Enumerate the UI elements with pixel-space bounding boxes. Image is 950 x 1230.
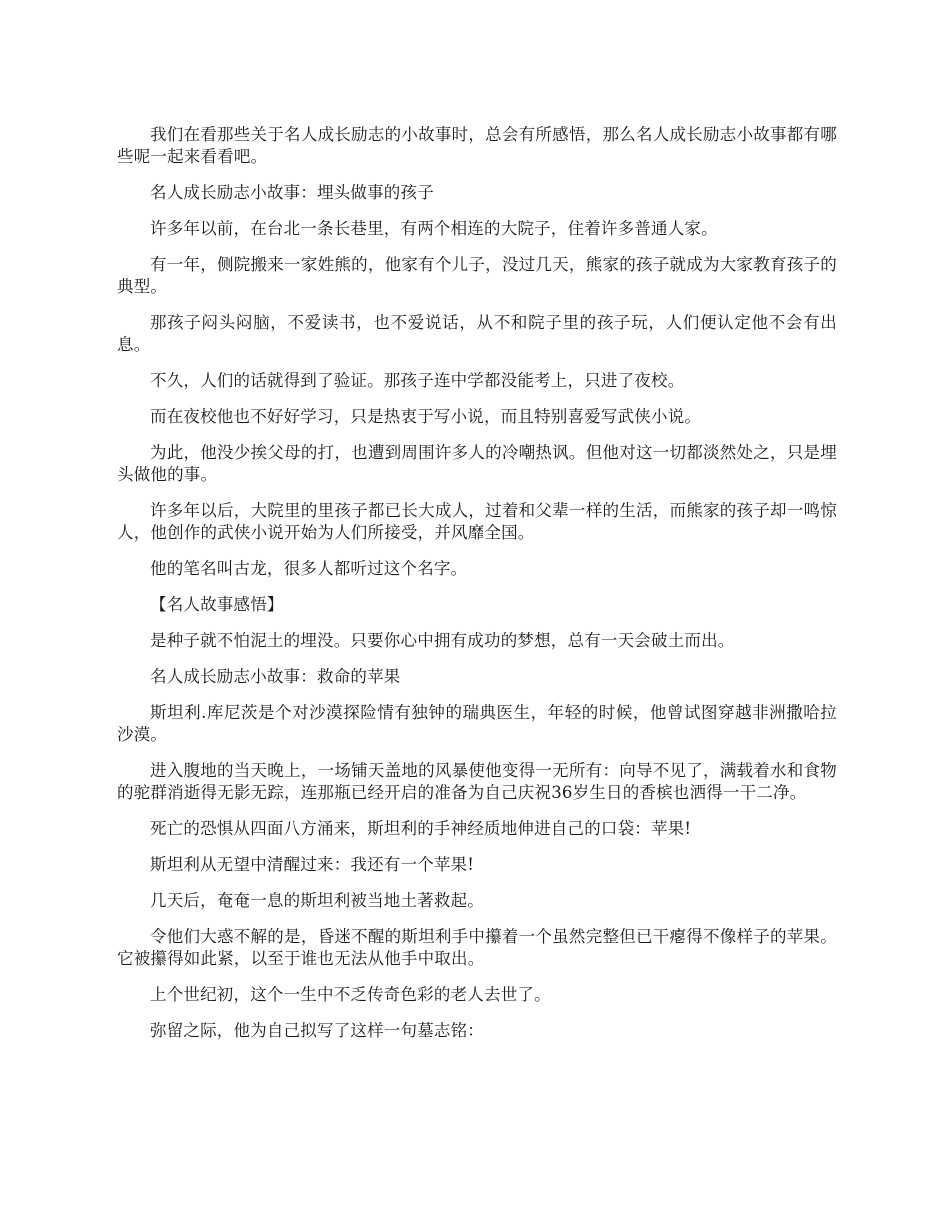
section-label: 【名人故事感悟】 (150, 595, 284, 614)
story-heading: 名人成长励志小故事：埋头做事的孩子 (150, 183, 434, 202)
body-paragraph: 上个世纪初，这个一生中不乏传奇色彩的老人去世了。 (150, 985, 551, 1004)
intro-paragraph: 我们在看那些关于名人成长励志的小故事时，总会有所感悟，那么名人成长励志小故事都有哪些呢一起来看看吧。 (117, 125, 837, 166)
body-paragraph: 而在夜校他也不好好学习，只是热衷于写小说，而且特别喜爱写武侠小说。 (150, 407, 702, 426)
body-paragraph: 那孩子闷头闷脑，不爱读书，也不爱说话，从不和院子里的孩子玩，人们便认定他不会有出息。 (117, 313, 837, 354)
body-paragraph: 为此，他没少挨父母的打，也遭到周围许多人的冷嘲热讽。但他对这一切都淡然处之，只是埋头做他的事。 (117, 443, 837, 484)
body-paragraph: 有一年，侧院搬来一家姓熊的，他家有个儿子，没过几天，熊家的孩子就成为大家教育孩子的典型。 (117, 255, 837, 296)
body-paragraph: 斯坦利从无望中清醒过来：我还有一个苹果! (150, 855, 475, 874)
body-paragraph: 斯坦利.库尼茨是个对沙漠探险情有独钟的瑞典医生，年轻的时候，他曾试图穿越非洲撒哈拉沙漠。 (117, 703, 837, 744)
document-body (117, 124, 837, 1056)
body-paragraph: 令他们大惑不解的是，昏迷不醒的斯坦利手中攥着一个虽然完整但已干瘪得不像样子的苹果。它被攥得如此紧，以至于谁也无法从他手中取出。 (117, 927, 837, 968)
body-paragraph: 他的笔名叫古龙，很多人都听过这个名字。 (150, 559, 468, 578)
body-paragraph: 是种子就不怕泥土的埋没。只要你心中拥有成功的梦想，总有一天会破土而出。 (150, 631, 735, 650)
story-heading: 名人成长励志小故事：救命的苹果 (150, 667, 401, 686)
body-paragraph: 进入腹地的当天晚上，一场铺天盖地的风暴使他变得一无所有：向导不见了，满载着水和食物的驼群消逝得无影无踪，连那瓶已经开启的准备为自己庆祝36岁生日的香槟也洒得一干二净。 (117, 761, 837, 802)
body-paragraph: 许多年以前，在台北一条长巷里，有两个相连的大院子，住着许多普通人家。 (150, 219, 718, 238)
body-paragraph: 不久，人们的话就得到了验证。那孩子连中学都没能考上，只进了夜校。 (150, 371, 685, 390)
body-paragraph: 弥留之际，他为自己拟写了这样一句墓志铭： (150, 1021, 484, 1040)
body-paragraph: 许多年以后，大院里的里孩子都已长大成人，过着和父辈一样的生活，而熊家的孩子却一鸣惊人，他创作的武侠小说开始为人们所接受，并风靡全国。 (117, 501, 837, 542)
body-paragraph: 几天后，奄奄一息的斯坦利被当地土著救起。 (150, 891, 484, 910)
body-paragraph: 死亡的恐惧从四面八方涌来，斯坦利的手神经质地伸进自己的口袋：苹果! (150, 819, 692, 838)
